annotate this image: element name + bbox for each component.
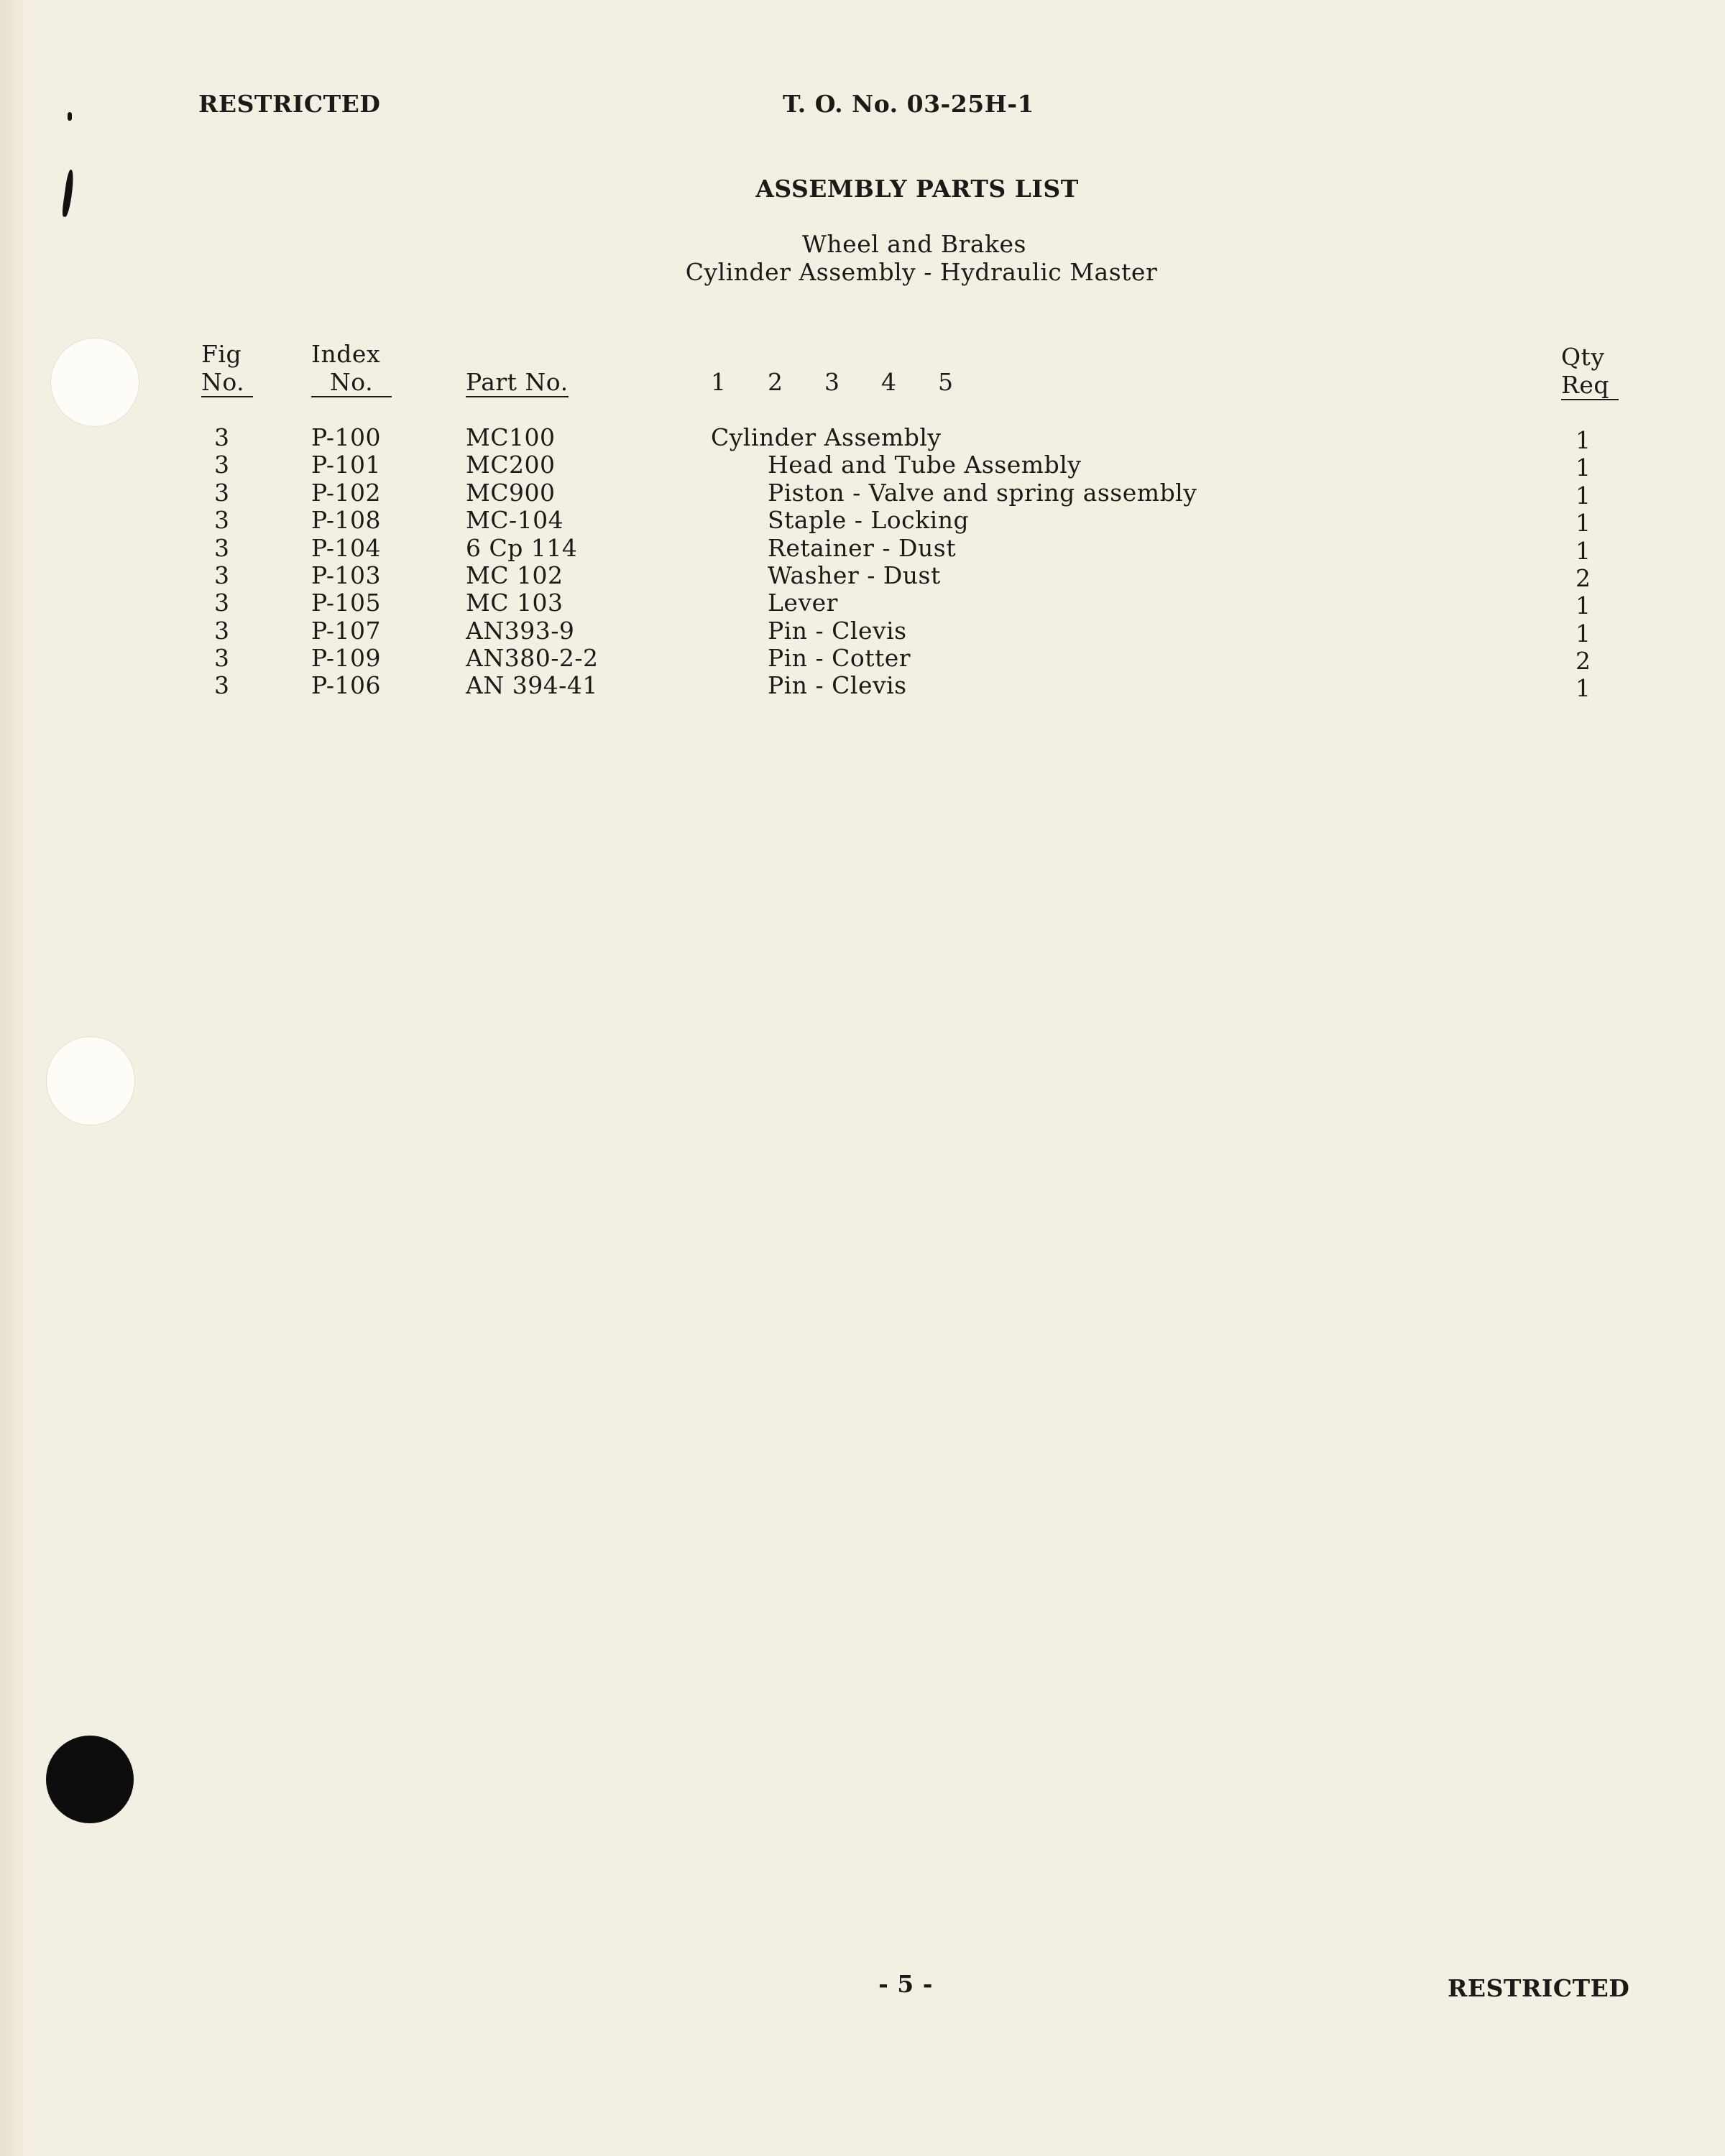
part-number-cell: 6 Cp 114 [466, 534, 578, 562]
margin-mark [61, 170, 75, 218]
part-number-cell: AN 394-41 [466, 671, 598, 699]
index-cell: P-101 [311, 451, 382, 479]
fig-cell: 3 [214, 451, 230, 479]
binder-hole-top [50, 338, 139, 427]
fig-cell: 3 [214, 617, 230, 645]
description-cell: Staple - Locking [768, 506, 970, 534]
level-header-3: 3 [824, 368, 840, 396]
subtitle-line-1: Wheel and Brakes [802, 230, 1026, 258]
index-cell: P-108 [311, 506, 382, 534]
fig-cell: 3 [214, 561, 230, 589]
description-cell: Retainer - Dust [768, 534, 956, 562]
fig-cell: 3 [214, 423, 230, 451]
part-number-cell: AN380-2-2 [466, 644, 599, 672]
to-number-header: T. O. No. 03-25H-1 [782, 90, 1035, 118]
part-number-cell: MC100 [466, 423, 556, 451]
part-number-header: Part No. [466, 368, 569, 396]
index-cell: P-105 [311, 589, 382, 617]
index-cell: P-106 [311, 671, 382, 699]
level-header-1: 1 [711, 368, 727, 396]
description-cell: Cylinder Assembly [711, 423, 942, 451]
qty-cell: 1 [1576, 674, 1591, 702]
binder-hole-middle [46, 1036, 135, 1125]
qty-header-line1: Qty [1561, 343, 1605, 371]
index-cell: P-107 [311, 617, 382, 645]
index-cell: P-100 [311, 423, 382, 451]
qty-cell: 1 [1576, 482, 1591, 510]
binder-hole-bottom [46, 1736, 134, 1823]
qty-cell: 1 [1576, 591, 1591, 619]
level-header-4: 4 [881, 368, 897, 396]
description-cell: Head and Tube Assembly [768, 451, 1082, 479]
index-cell: P-103 [311, 561, 382, 589]
level-header-2: 2 [768, 368, 783, 396]
description-cell: Lever [768, 589, 838, 617]
qty-cell: 1 [1576, 426, 1591, 454]
restricted-header: RESTRICTED [198, 90, 381, 118]
restricted-footer: RESTRICTED [1448, 1974, 1630, 2002]
qty-cell: 2 [1576, 564, 1591, 592]
fig-cell: 3 [214, 671, 230, 699]
qty-cell: 2 [1576, 647, 1591, 675]
part-number-cell: MC 102 [466, 561, 564, 589]
description-cell: Pin - Clevis [768, 671, 907, 699]
description-cell: Piston - Valve and spring assembly [768, 479, 1197, 507]
fig-cell: 3 [214, 644, 230, 672]
margin-dot [68, 112, 72, 121]
fig-cell: 3 [214, 534, 230, 562]
part-number-cell: MC900 [466, 479, 556, 507]
part-number-cell: MC 103 [466, 589, 564, 617]
qty-cell: 1 [1576, 453, 1591, 482]
page-title: ASSEMBLY PARTS LIST [755, 175, 1079, 203]
qty-cell: 1 [1576, 537, 1591, 565]
description-cell: Pin - Clevis [768, 617, 907, 645]
index-cell: P-104 [311, 534, 382, 562]
fig-cell: 3 [214, 589, 230, 617]
level-header-5: 5 [938, 368, 954, 396]
subtitle-line-2: Cylinder Assembly - Hydraulic Master [685, 258, 1158, 286]
fig-header-line2: No. [201, 370, 253, 397]
page-number: - 5 - [878, 1970, 933, 1998]
part-number-cell: AN393-9 [466, 617, 575, 645]
description-cell: Pin - Cotter [768, 644, 911, 672]
page-fold-shadow [0, 0, 29, 2156]
part-number-cell: MC200 [466, 451, 556, 479]
qty-cell: 1 [1576, 509, 1591, 537]
index-header-line1: Index [311, 340, 381, 368]
index-cell: P-109 [311, 644, 382, 672]
description-cell: Washer - Dust [768, 561, 941, 589]
index-cell: P-102 [311, 479, 382, 507]
fig-cell: 3 [214, 479, 230, 507]
fig-header-line1: Fig [201, 340, 242, 368]
qty-cell: 1 [1576, 619, 1591, 648]
qty-header-line2: Req [1561, 373, 1619, 400]
index-header-line2: No. [311, 370, 392, 397]
part-number-cell: MC-104 [466, 506, 564, 534]
fig-cell: 3 [214, 506, 230, 534]
